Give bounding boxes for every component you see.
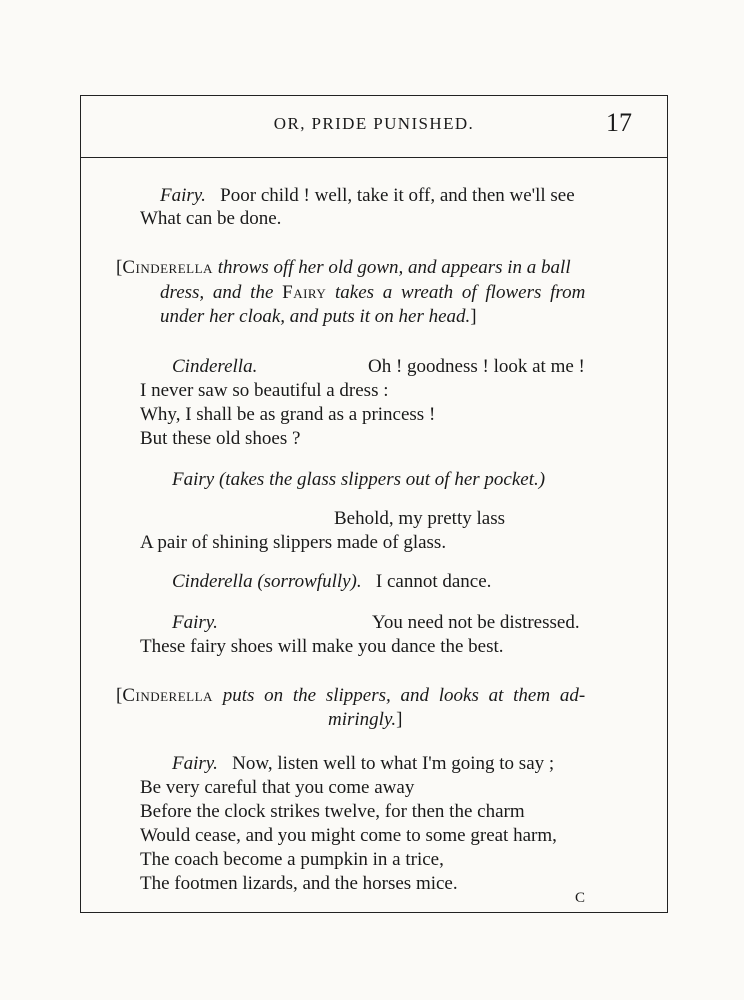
stage-direction-line: [Cinderella throws off her old gown, and appears in a ball xyxy=(116,257,571,278)
verse-line: The coach become a pumpkin in a trice, xyxy=(140,849,444,870)
dialogue-text: Oh ! goodness ! look at me ! xyxy=(368,356,585,377)
running-title: OR, PRIDE PUNISHED. xyxy=(273,114,475,133)
stage-direction-line: dress, and the Fairy takes a wreath of flowers from xyxy=(160,282,586,303)
verse-line: But these old shoes ? xyxy=(140,428,301,449)
verse-line xyxy=(172,752,554,776)
dialogue-text: I cannot dance. xyxy=(375,571,492,592)
verse-line: I never saw so beautiful a dress : xyxy=(140,380,389,401)
verse-line: Be very careful that you come away xyxy=(140,777,415,798)
header-rule xyxy=(80,157,668,158)
page-number: 17 xyxy=(606,108,632,137)
speaker-name: Fairy (takes the glass slippers out of her pocket.) xyxy=(172,469,546,490)
verse-line: What can be done. xyxy=(140,208,282,229)
dialogue-text: Now, listen well to what I'm going to say ; xyxy=(232,753,555,774)
speaker-name: Fairy. xyxy=(172,753,218,774)
character-name: Cinderella xyxy=(122,257,213,278)
verse-line: Would cease, and you might come to some great harm, xyxy=(140,825,557,846)
speaker-name: Cinderella (sorrowfully). xyxy=(172,571,362,592)
verse-line: A pair of shining slippers made of glass. xyxy=(140,532,447,553)
verse-line: These fairy shoes will make you dance the best. xyxy=(140,636,504,657)
speaker-name: Fairy. xyxy=(172,612,218,633)
dialogue-text: Poor child ! well, take it off, and then we'll see xyxy=(220,185,575,206)
stage-direction-line: [Cinderella puts on the slippers, and looks at them ad- xyxy=(116,685,586,706)
verse-line: Why, I shall be as grand as a princess ! xyxy=(140,404,436,425)
verse-line xyxy=(160,184,575,208)
verse-line: Before the clock strikes twelve, for then the charm xyxy=(140,801,525,822)
verse-line xyxy=(172,570,491,594)
speaker-name: Fairy. xyxy=(160,185,206,206)
stage-direction-line: under her cloak, and puts it on her head.] xyxy=(160,306,477,327)
signature-mark: C xyxy=(575,890,586,906)
character-name: Fairy xyxy=(282,282,327,303)
verse-line: The footmen lizards, and the horses mice. xyxy=(140,873,458,894)
verse-line: Behold, my pretty lass xyxy=(334,508,505,529)
stage-direction-line: miringly.] xyxy=(328,709,403,730)
character-name: Cinderella xyxy=(122,685,213,706)
dialogue-text: You need not be distressed. xyxy=(372,612,580,633)
speaker-name: Cinderella. xyxy=(172,356,258,377)
